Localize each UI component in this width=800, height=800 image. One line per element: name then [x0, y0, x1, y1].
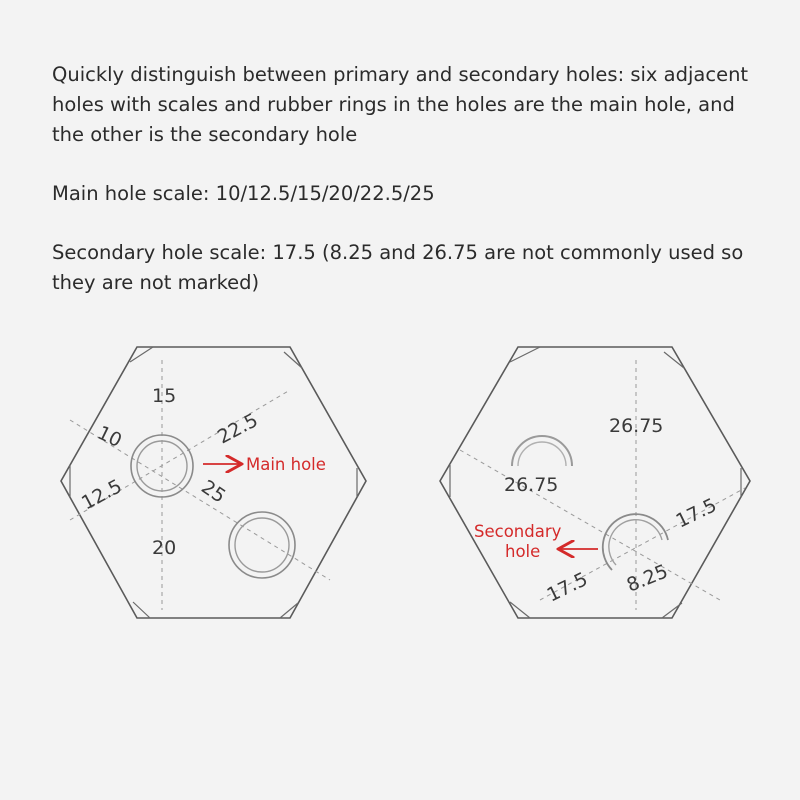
main-hole-scale: Main hole scale: 10/12.5/15/20/22.5/25	[52, 182, 435, 205]
label-8-25: 8.25	[623, 560, 672, 597]
label-17-5-bottom: 17.5	[543, 568, 592, 607]
label-17-5-right: 17.5	[672, 494, 721, 533]
secondary-hole-ring	[229, 512, 295, 578]
label-20: 20	[152, 537, 177, 559]
open-ring-arc	[512, 436, 572, 466]
secondary-hole-scale: Secondary hole scale: 17.5 (8.25 and 26.75 are not commonly used so they are not marked)	[52, 241, 744, 294]
label-22-5: 22.5	[214, 409, 262, 449]
secondary-callout-line2: hole	[505, 542, 541, 561]
label-15: 15	[152, 385, 177, 407]
label-26-75-left: 26.75	[504, 474, 559, 496]
label-12-5: 12.5	[78, 475, 126, 515]
main-hole-callout: Main hole	[246, 455, 326, 474]
label-10: 10	[93, 421, 126, 453]
left-hexagon	[61, 347, 366, 618]
right-hexagon	[440, 347, 750, 618]
label-26-75-top: 26.75	[609, 415, 664, 437]
distinguish-paragraph: Quickly distinguish between primary and secondary holes: six adjacent holes with scales and rubber rings in the holes are the main hole, and the other is the secondary hole	[52, 63, 749, 146]
secondary-callout-line1: Secondary	[474, 522, 562, 541]
label-25: 25	[197, 475, 230, 508]
